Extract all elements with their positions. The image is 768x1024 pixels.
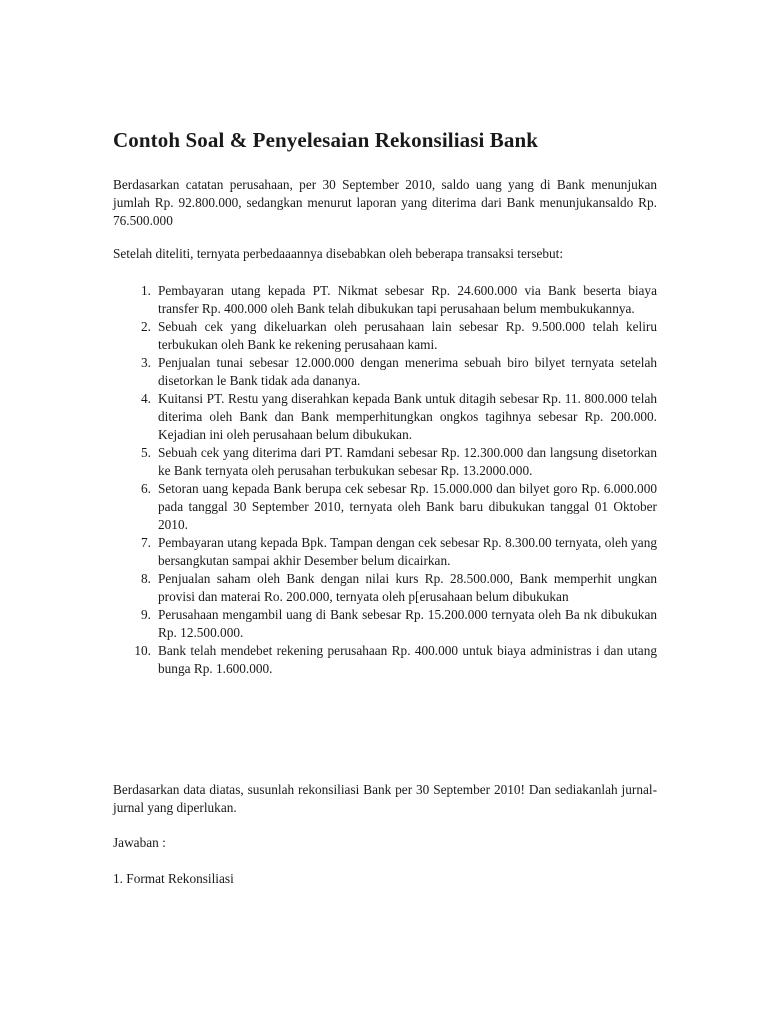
list-item	[113, 444, 657, 480]
list-item-text: Pembayaran utang kepada PT. Nikmat sebesar Rp. 24.600.000 via Bank beserta biaya transfer Rp. 400.000 oleh Bank telah dibukukan tapi perusahaan belum membukukannya.	[158, 283, 657, 316]
list-item-text: Kuitansi PT. Restu yang diserahkan kepada Bank untuk ditagih sebesar Rp. 11. 800.000 telah diterima oleh Bank dan Bank memperhitungkan ongkos tagihnya sebesar Rp. 200.000. Kejadian ini oleh perusahaan belum dibukukan.	[158, 391, 657, 442]
list-item	[113, 642, 657, 678]
list-item-number: 7.	[141, 535, 151, 550]
list-item-number: 2.	[141, 319, 151, 334]
list-item-number: 9.	[141, 607, 151, 622]
list-item-text: Setoran uang kepada Bank berupa cek sebesar Rp. 15.000.000 dan bilyet goro Rp. 6.000.000 pada tanggal 30 September 2010, ternyata oleh Bank baru dibukukan tanggal 01 Oktober 2010.	[158, 481, 657, 532]
transaction-list	[113, 282, 657, 678]
list-item-text: Sebuah cek yang diterima dari PT. Ramdani sebesar Rp. 12.300.000 dan langsung disetorkan ke Bank ternyata oleh perusahan terbukukan sebesar Rp. 13.2000.000.	[158, 445, 657, 478]
list-item	[113, 282, 657, 318]
list-item	[113, 480, 657, 534]
list-item-number: 8.	[141, 571, 151, 586]
list-item	[113, 390, 657, 444]
document-title: Contoh Soal & Penyelesaian Rekonsiliasi Bank	[113, 128, 539, 152]
list-item-number: 3.	[141, 355, 151, 370]
list-item	[113, 318, 657, 354]
list-item-number: 10.	[134, 643, 151, 658]
list-item-number: 5.	[141, 445, 151, 460]
list-item	[113, 354, 657, 390]
list-item-text: Penjualan tunai sebesar 12.000.000 dengan menerima sebuah biro bilyet ternyata setelah disetorkan le Bank tidak ada dananya.	[158, 355, 657, 388]
list-item	[113, 534, 657, 570]
list-item-number: 6.	[141, 481, 151, 496]
list-item-text: Sebuah cek yang dikeluarkan oleh perusahaan lain sebesar Rp. 9.500.000 telah keliru terbukukan oleh Bank ke rekening perusahaan kami.	[158, 319, 657, 352]
list-item-text: Perusahaan mengambil uang di Bank sebesar Rp. 15.200.000 ternyata oleh Ba nk dibukukan Rp. 12.500.000.	[158, 607, 657, 640]
section-heading: 1. Format Rekonsiliasi	[113, 871, 234, 886]
intro-paragraph: Berdasarkan catatan perusahaan, per 30 September 2010, saldo uang yang di Bank menunjukan jumlah Rp. 92.800.000, sedangkan menurut laporan yang diterima dari Bank menunjukansaldo Rp. 76.500.000	[113, 177, 657, 228]
cause-intro-paragraph: Setelah diteliti, ternyata perbedaaannya disebabkan oleh beberapa transaksi tersebut:	[113, 246, 564, 261]
list-item-text: Bank telah mendebet rekening perusahaan Rp. 400.000 untuk biaya administras i dan utang bunga Rp. 1.600.000.	[158, 643, 657, 676]
list-item	[113, 606, 657, 642]
task-paragraph: Berdasarkan data diatas, susunlah rekonsiliasi Bank per 30 September 2010! Dan sediakanlah jurnal-jurnal yang diperlukan.	[113, 782, 657, 815]
list-item	[113, 570, 657, 606]
answer-label: Jawaban :	[113, 835, 166, 850]
list-item-text: Pembayaran utang kepada Bpk. Tampan dengan cek sebesar Rp. 8.300.00 ternyata, oleh yang bersangkutan sampai akhir Desember belum dicairkan.	[158, 535, 657, 568]
list-item-number: 4.	[141, 391, 151, 406]
list-item-text: Penjualan saham oleh Bank dengan nilai kurs Rp. 28.500.000, Bank memperhit ungkan provisi dan materai Ro. 200.000, ternyata oleh p[erusahaan belum dibukukan	[158, 571, 657, 604]
list-item-number: 1.	[141, 283, 151, 298]
